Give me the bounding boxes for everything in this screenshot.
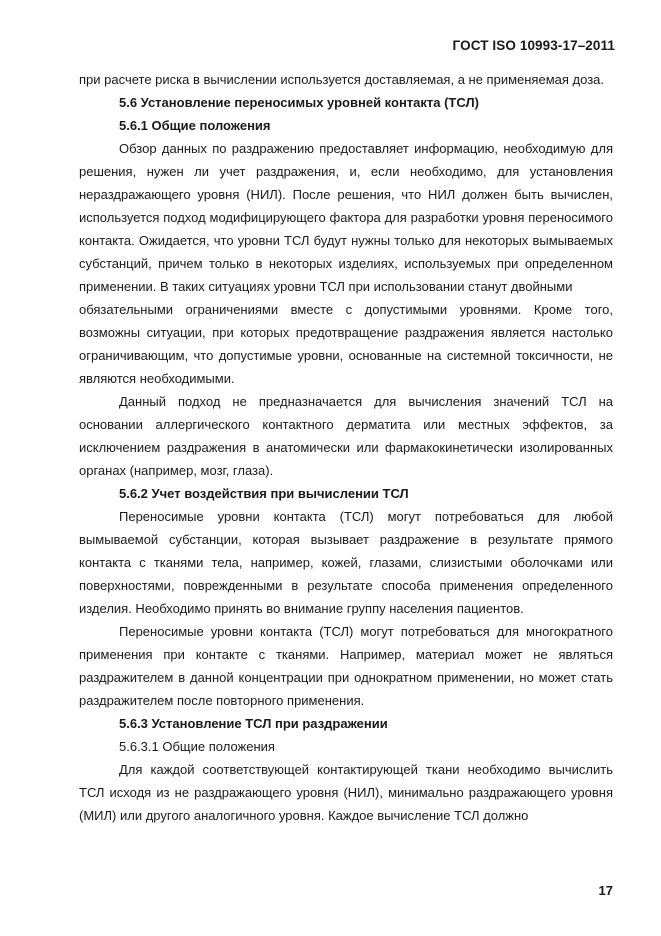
subsection-heading-5-6-3-1: 5.6.3.1 Общие положения xyxy=(119,739,275,754)
paragraph-continuation: при расчете риска в вычислении используется доставляемая, а не применяемая доза. xyxy=(79,72,604,87)
section-heading-5-6: 5.6 Установление переносимых уровней контакта (ТСЛ) xyxy=(119,95,479,110)
page-number: 17 xyxy=(598,883,613,898)
subsection-heading-5-6-1: 5.6.1 Общие положения xyxy=(119,118,271,133)
subsection-heading-5-6-3: 5.6.3 Установление ТСЛ при раздражении xyxy=(119,716,388,731)
document-code-header: ГОСТ ISO 10993-17–2011 xyxy=(452,38,615,53)
paragraph: Для каждой соответствующей контактирующей ткани необходимо вычислить ТСЛ исходя из не раздражающего уровня (НИЛ), минимально раздражающего уровня (МИЛ) или другого аналогичного уровня. Каждое вычисление ТСЛ должно xyxy=(79,762,613,823)
paragraph: Обзор данных по раздражению предоставляет информацию, необходимую для решения, нужен ли учет раздражения, и, если необходимо, для установления нераздражающего уровня (НИЛ). После решения, что НИЛ должен быть вычислен, используется подход модифицирующего фактора для разработки уровня переносимого контакта. Ожидается, что уровни ТСЛ будут нужны только для некоторых вымываемых субстанций, причем только в некоторых изделиях, используемых при определенном применении. В таких ситуациях уровни ТСЛ при использовании станут двойными xyxy=(79,141,613,294)
document-body xyxy=(79,68,613,827)
subsection-heading-5-6-2: 5.6.2 Учет воздействия при вычислении ТСЛ xyxy=(119,486,409,501)
paragraph: Переносимые уровни контакта (ТСЛ) могут потребоваться для многократного применения при контакте с тканями. Например, материал может не являться раздражителем в данной концентрации при однократном применении, но может стать раздражителем после повторного применения. xyxy=(79,624,613,708)
paragraph: Переносимые уровни контакта (ТСЛ) могут потребоваться для любой вымываемой субстанции, которая вызывает раздражение в результате прямого контакта с тканями тела, например, кожей, глазами, слизистыми оболочками или поверхностями, поврежденными в результате способа применения определенного изделия. Необходимо принять во внимание группу населения пациентов. xyxy=(79,509,613,616)
paragraph-continuation: обязательными ограничениями вместе с допустимыми уровнями. Кроме того, возможны ситуации, при которых предотвращение раздражения является настолько ограничивающим, что допустимые уровни, основанные на системной токсичности, не являются необходимыми. xyxy=(79,302,613,386)
paragraph: Данный подход не предназначается для вычисления значений ТСЛ на основании аллергического контактного дерматита или местных эффектов, за исключением раздражения в анатомически или фармакокинетически изолированных органах (например, мозг, глаза). xyxy=(79,394,613,478)
